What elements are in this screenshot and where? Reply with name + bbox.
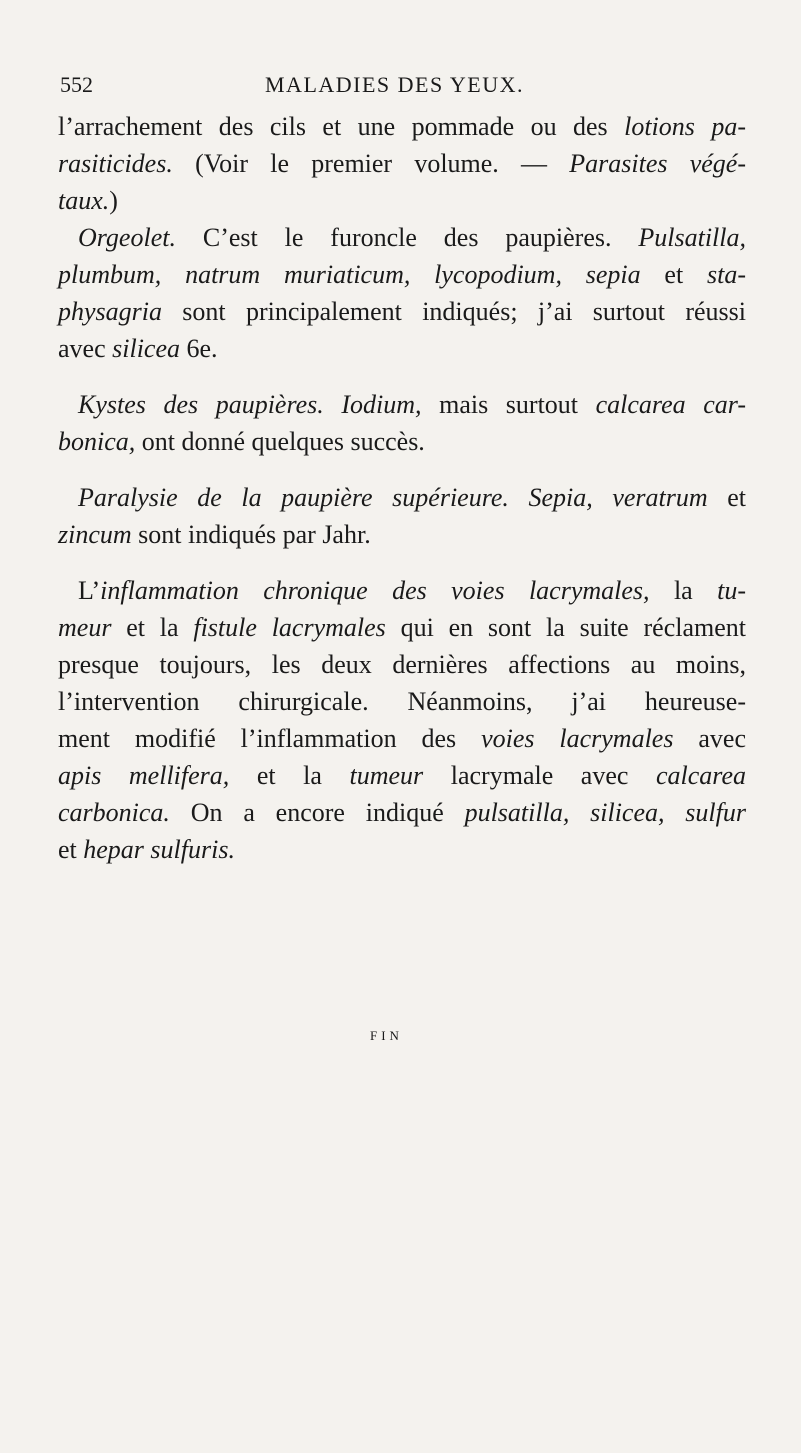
text-segment: et [707, 483, 746, 512]
paragraph-gap [58, 460, 746, 479]
text-segment: ont donné quelques succès. [135, 427, 425, 456]
text-segment: On a encore indiqué [169, 798, 465, 827]
paragraph [58, 219, 746, 367]
page-number: 552 [60, 72, 93, 97]
italic-text: apis mellifera, [58, 761, 230, 790]
text-segment: lacrymale avec [423, 761, 656, 790]
text-line [58, 831, 746, 868]
paragraph [58, 479, 746, 553]
italic-text: lotions pa- [624, 112, 746, 141]
text-line [58, 182, 746, 219]
text-line [58, 108, 746, 145]
italic-text: voies lacrymales [481, 724, 674, 753]
italic-text: zincum [58, 520, 132, 549]
text-segment: et [58, 835, 84, 864]
paragraph [58, 108, 746, 219]
text-line [58, 256, 746, 293]
text-line [58, 423, 746, 460]
page-header [60, 72, 760, 102]
body-text [58, 108, 746, 868]
italic-text: meur [58, 613, 112, 642]
text-segment: L’ [78, 576, 101, 605]
italic-text: calcarea car- [595, 390, 746, 419]
text-segment: sont indiqués par Jahr. [131, 520, 371, 549]
italic-text: physagria [58, 297, 162, 326]
italic-text: sta- [707, 260, 746, 289]
italic-text: Orgeolet. [78, 223, 176, 252]
text-segment: presque toujours, les deux dernières affections au moins, [58, 650, 746, 679]
italic-text: rasiticides. [58, 149, 173, 178]
text-line [58, 293, 746, 330]
italic-text: Kystes des paupières. Iodium, [78, 390, 422, 419]
running-title: MALADIES DES YEUX. [265, 72, 525, 97]
italic-text: Paralysie de la paupière supérieure. Sepia, veratrum [78, 483, 708, 512]
paragraph [58, 386, 746, 460]
text-segment: et la [111, 613, 194, 642]
text-line [58, 145, 746, 182]
italic-text: pulsatilla, silicea, sulfur [464, 798, 746, 827]
text-line [58, 794, 746, 831]
paragraph-gap [58, 553, 746, 572]
text-segment: l’intervention chirurgicale. Néanmoins, j’ai heureuse- [58, 687, 746, 716]
text-line [58, 479, 746, 516]
italic-text: silicea [112, 334, 180, 363]
italic-text: Pulsatilla, [638, 223, 746, 252]
text-line [58, 572, 746, 609]
text-segment: sont principalement indiqués; j’ai surtout réussi [162, 297, 746, 326]
text-line [58, 757, 746, 794]
italic-text: carbonica. [58, 798, 170, 827]
text-segment: (Voir le premier volume. — [172, 149, 570, 178]
paragraph-gap [58, 367, 746, 386]
italic-text: taux. [58, 186, 110, 215]
text-segment: avec [673, 724, 746, 753]
text-line [58, 219, 746, 256]
italic-text: bonica, [58, 427, 136, 456]
italic-text: inflammation chronique des voies lacrymales, [100, 576, 650, 605]
text-segment: mais surtout [421, 390, 596, 419]
italic-text: tu- [717, 576, 746, 605]
text-line [58, 516, 746, 553]
text-line [58, 330, 746, 367]
text-segment: 6e. [180, 334, 218, 363]
text-segment: qui en sont la suite réclament [385, 613, 746, 642]
text-line [58, 386, 746, 423]
italic-text: calcarea [656, 761, 746, 790]
italic-text: tumeur [349, 761, 424, 790]
text-segment: la [649, 576, 718, 605]
text-line [58, 720, 746, 757]
text-segment: C’est le furoncle des paupières. [175, 223, 639, 252]
italic-text: plumbum, natrum muriaticum, lycopodium, sepia [58, 260, 641, 289]
text-line [58, 609, 746, 646]
fin-mark: FIN [370, 1028, 403, 1043]
text-segment: avec [58, 334, 113, 363]
italic-text: Parasites végé- [569, 149, 746, 178]
paragraph [58, 572, 746, 868]
italic-text: fistule lacrymales [193, 613, 386, 642]
text-segment: ment modifié l’inflammation des [58, 724, 482, 753]
text-line [58, 646, 746, 683]
text-segment: et la [229, 761, 350, 790]
text-segment: l’arrachement des cils et une pommade ou des [58, 112, 625, 141]
italic-text: hepar sulfuris. [83, 835, 235, 864]
text-segment: et [640, 260, 707, 289]
text-line [58, 683, 746, 720]
text-segment: ) [109, 186, 118, 215]
